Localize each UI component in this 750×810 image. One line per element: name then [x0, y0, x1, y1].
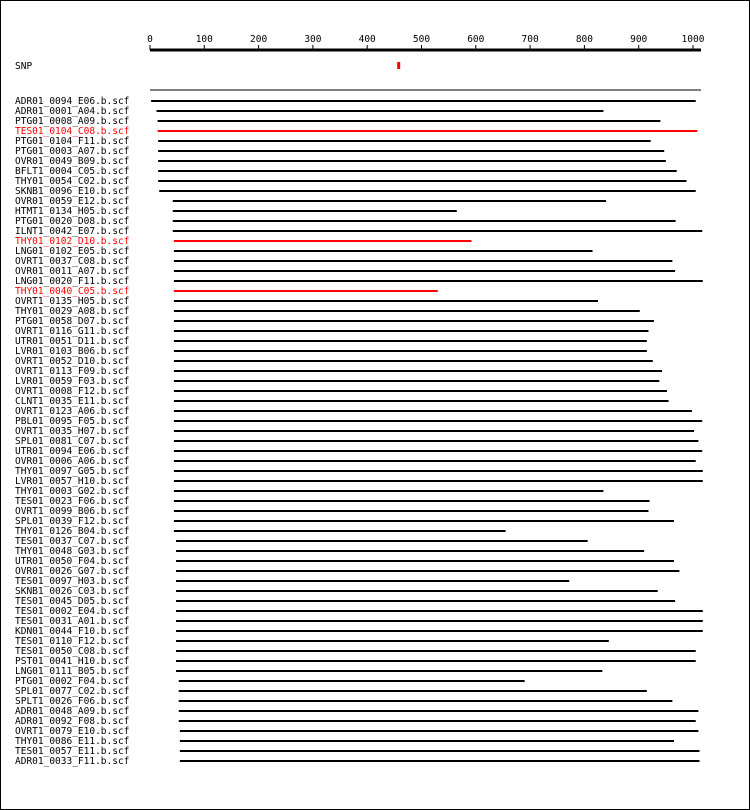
read-label: SPL01_0081_C07.b.scf: [15, 436, 130, 447]
read-label: OVRT1_0052_D10.b.scf: [15, 356, 130, 367]
tick-label: 900: [630, 34, 648, 45]
tick-label: 800: [575, 34, 593, 45]
tick-label: 1000: [681, 34, 705, 45]
read-label: PBL01_0095_F05.b.scf: [15, 416, 130, 427]
read-label: OVRT1_0008_F12.b.scf: [15, 386, 130, 397]
tick-label: 500: [412, 34, 431, 45]
read-label: TES01_0037_C07.b.scf: [15, 536, 130, 547]
tick-label: 100: [195, 34, 213, 45]
read-label: SKNB1_0096_E10.b.scf: [15, 186, 130, 197]
read-label: THY01_0029_A08.b.scf: [15, 306, 130, 317]
read-label: OVRT1_0135_H05.b.scf: [15, 296, 130, 307]
read-label: OVR01_0026_G07.b.scf: [15, 566, 130, 577]
read-label: THY01_0126_B04.b.scf: [15, 526, 130, 537]
read-label: OVR01_0059_E12.b.scf: [15, 196, 130, 207]
tick-label: 700: [521, 34, 539, 45]
read-label: TES01_0050_C08.b.scf: [15, 646, 130, 657]
tick-label: 300: [304, 34, 322, 45]
read-label: UTR01_0051_D11.b.scf: [15, 336, 130, 347]
read-label: SPL01_0077_C02.b.scf: [15, 686, 130, 697]
read-label: ILNT1_0042_E07.b.scf: [15, 226, 130, 237]
read-label: PTG01_0020_D08.b.scf: [15, 216, 130, 227]
tick-label: 0: [147, 34, 153, 45]
read-label: OVRT1_0037_C08.b.scf: [15, 256, 130, 267]
read-label: TES01_0104_C08.b.scf: [15, 126, 130, 137]
read-label: THY01_0054_C02.b.scf: [15, 176, 130, 187]
read-label: ADR01_0001_A04.b.scf: [15, 106, 130, 117]
read-label: BFLT1_0004_C05.b.scf: [15, 166, 130, 177]
read-label: LVR01_0103_B06.b.scf: [15, 346, 130, 357]
read-label: TES01_0110_F12.b.scf: [15, 636, 130, 647]
tick-label: 600: [467, 34, 485, 45]
read-label: OVR01_0011_A07.b.scf: [15, 266, 130, 277]
read-label: ADR01_0048_A09.b.scf: [15, 706, 130, 717]
read-label: PTG01_0002_F04.b.scf: [15, 676, 130, 687]
read-label: ADR01_0094_E06.b.scf: [15, 96, 130, 107]
read-label: OVRT1_0123_A06.b.scf: [15, 406, 130, 417]
read-label: THY01_0086_E11.b.scf: [15, 736, 130, 747]
read-label: UTR01_0050_F04.b.scf: [15, 556, 130, 567]
read-label: OVR01_0006_A06.b.scf: [15, 456, 130, 467]
read-label: PTG01_0104_F11.b.scf: [15, 136, 130, 147]
read-label: TES01_0031_A01.b.scf: [15, 616, 130, 627]
read-label: LNG01_0102_E05.b.scf: [15, 246, 130, 257]
read-label: THY01_0097_G05.b.scf: [15, 466, 130, 477]
read-label: OVR01_0049_B09.b.scf: [15, 156, 130, 167]
read-label: TES01_0097_H03.b.scf: [15, 576, 130, 587]
read-label: OVRT1_0079_E10.b.scf: [15, 726, 130, 737]
read-label: PTG01_0058_D07.b.scf: [15, 316, 130, 327]
read-label: TES01_0045_D05.b.scf: [15, 596, 130, 607]
read-label: OVRT1_0099_B06.b.scf: [15, 506, 130, 517]
read-label: PST01_0041_H10.b.scf: [15, 656, 130, 667]
snp-label: SNP: [15, 61, 33, 72]
read-label: PTG01_0008_A09.b.scf: [15, 116, 130, 127]
read-label: LVR01_0057_H10.b.scf: [15, 476, 130, 487]
read-label: TES01_0002_E04.b.scf: [15, 606, 130, 617]
read-label: HTMT1_0134_H05.b.scf: [15, 206, 130, 217]
read-label: THY01_0102_D10.b.scf: [15, 236, 130, 247]
read-label: LNG01_0111_B05.b.scf: [15, 666, 130, 677]
read-label: SPLT1_0026_F06.b.scf: [15, 696, 130, 707]
read-label: ADR01_0033_F11.b.scf: [15, 756, 130, 767]
read-label: LVR01_0059_F03.b.scf: [15, 376, 130, 387]
read-label: THY01_0040_C05.b.scf: [15, 286, 130, 297]
read-label: SKNB1_0026_C03.b.scf: [15, 586, 130, 597]
read-label: LNG01_0020_F11.b.scf: [15, 276, 130, 287]
read-label: CLNT1_0035_E11.b.scf: [15, 396, 130, 407]
snp-marker: [397, 62, 400, 69]
read-label: ADR01_0092_F08.b.scf: [15, 716, 130, 727]
read-label: KDN01_0044_F10.b.scf: [15, 626, 130, 637]
read-label: THY01_0003_G02.b.scf: [15, 486, 130, 497]
read-label: THY01_0048_G03.b.scf: [15, 546, 130, 557]
tick-label: 400: [358, 34, 376, 45]
read-label: OVRT1_0116_G11.b.scf: [15, 326, 130, 337]
read-label: TES01_0057_E11.b.scf: [15, 746, 130, 757]
read-label: SPL01_0039_F12.b.scf: [15, 516, 130, 527]
tick-label: 200: [250, 34, 268, 45]
read-label: OVRT1_0113_F09.b.scf: [15, 366, 130, 377]
read-label: TES01_0023_F06.b.scf: [15, 496, 130, 507]
read-label: UTR01_0094_E06.b.scf: [15, 446, 130, 457]
read-label: OVRT1_0035_H07.b.scf: [15, 426, 130, 437]
read-label: PTG01_0003_A07.b.scf: [15, 146, 130, 157]
